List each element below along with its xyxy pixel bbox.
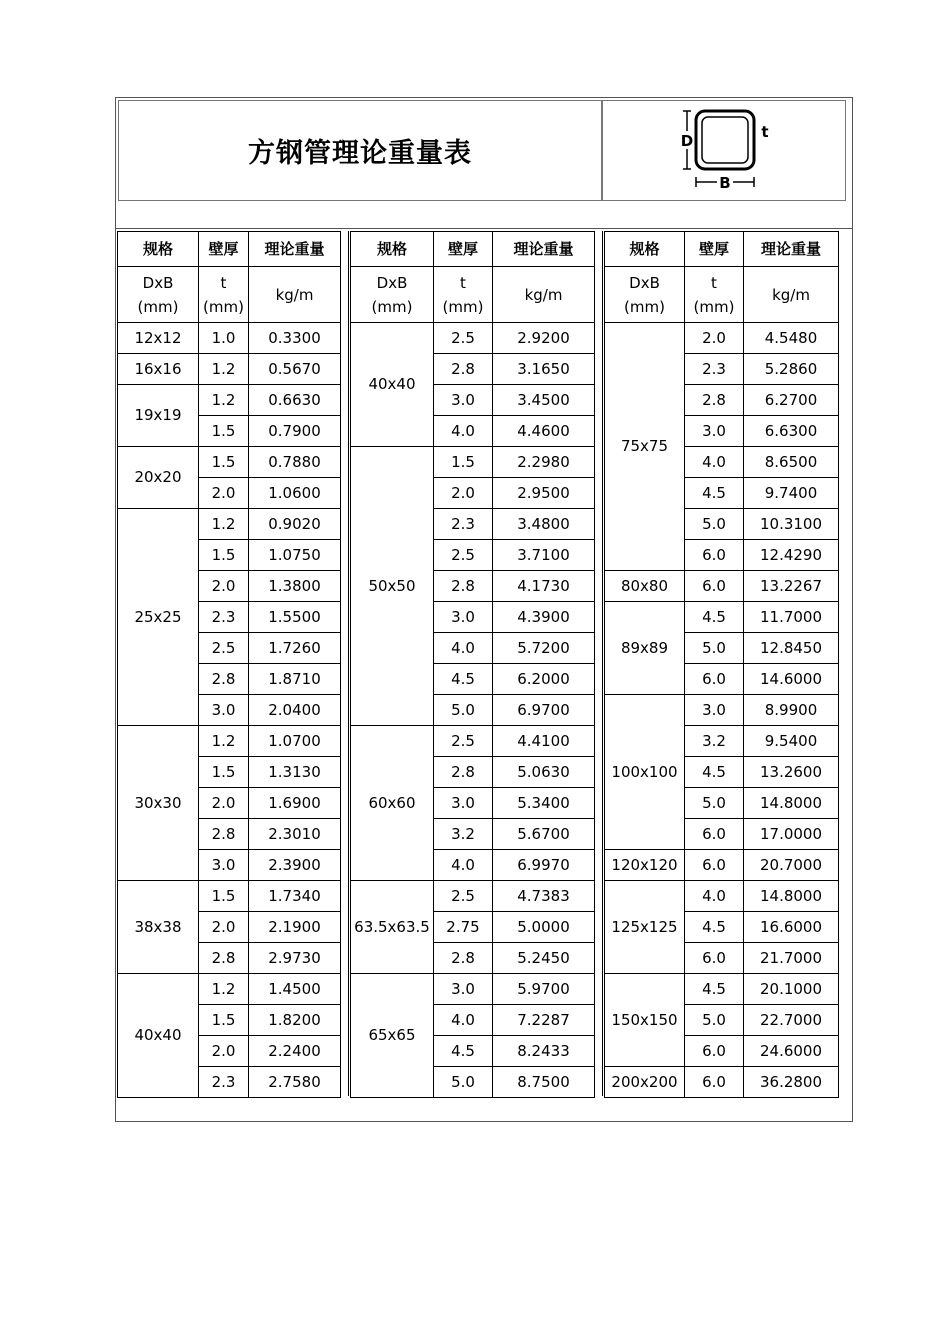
- wall-thickness-cell: 5.0: [685, 1005, 744, 1036]
- wall-thickness-cell: 2.8: [199, 943, 249, 974]
- units-row: [605, 267, 839, 323]
- wall-thickness-cell: 2.3: [199, 1067, 249, 1098]
- wall-thickness-cell: 2.0: [199, 788, 249, 819]
- table-row: [605, 881, 839, 912]
- weight-cell: 2.9200: [493, 323, 595, 354]
- wall-thickness-cell: 3.0: [434, 974, 493, 1005]
- header-spec: 规格: [605, 232, 685, 267]
- wall-thickness-cell: 3.0: [199, 850, 249, 881]
- wall-thickness-cell: 6.0: [685, 1067, 744, 1098]
- weight-cell: 6.2000: [493, 664, 595, 695]
- weight-cell: 5.2860: [744, 354, 839, 385]
- wall-thickness-cell: 1.5: [199, 881, 249, 912]
- weight-cell: 8.2433: [493, 1036, 595, 1067]
- unit-wall-bottom: (mm): [693, 297, 735, 316]
- wall-thickness-cell: 5.0: [685, 633, 744, 664]
- units-row: [118, 267, 341, 323]
- weight-cell: 12.4290: [744, 540, 839, 571]
- wall-thickness-cell: 2.8: [434, 757, 493, 788]
- unit-wall-bottom: (mm): [203, 297, 244, 316]
- wall-thickness-cell: 4.5: [685, 602, 744, 633]
- weight-cell: 2.0400: [249, 695, 341, 726]
- section-divider: [594, 231, 603, 1096]
- t-label: t: [761, 123, 769, 141]
- wall-thickness-cell: 1.5: [199, 1005, 249, 1036]
- table-row: [351, 323, 595, 354]
- wall-thickness-cell: 6.0: [685, 540, 744, 571]
- spec-cell: 20x20: [118, 447, 199, 509]
- weight-cell: 2.2980: [493, 447, 595, 478]
- table-row: [605, 602, 839, 633]
- weight-cell: 1.7260: [249, 633, 341, 664]
- weight-cell: 8.7500: [493, 1067, 595, 1098]
- wall-thickness-cell: 1.0: [199, 323, 249, 354]
- wall-thickness-cell: 4.0: [434, 633, 493, 664]
- wall-thickness-cell: 2.8: [434, 354, 493, 385]
- wall-thickness-cell: 6.0: [685, 943, 744, 974]
- wall-thickness-cell: 4.5: [685, 912, 744, 943]
- wall-thickness-cell: 4.5: [685, 478, 744, 509]
- unit-spec-top: DxB: [142, 273, 174, 292]
- spec-cell: 63.5x63.5: [351, 881, 434, 974]
- weight-cell: 3.4800: [493, 509, 595, 540]
- weight-cell: 5.0630: [493, 757, 595, 788]
- wall-thickness-cell: 5.0: [685, 509, 744, 540]
- spec-cell: 120x120: [605, 850, 685, 881]
- unit-spec-top: DxB: [629, 273, 660, 292]
- weight-cell: 2.9730: [249, 943, 341, 974]
- wall-thickness-cell: 3.0: [434, 385, 493, 416]
- wall-thickness-cell: 2.8: [434, 943, 493, 974]
- spec-cell: 80x80: [605, 571, 685, 602]
- unit-wall-bottom: (mm): [442, 297, 484, 316]
- weight-cell: 22.7000: [744, 1005, 839, 1036]
- unit-wall: [434, 267, 493, 323]
- table-row: [351, 447, 595, 478]
- spec-cell: 200x200: [605, 1067, 685, 1098]
- wall-thickness-cell: 4.5: [685, 757, 744, 788]
- square-tube-section-icon: [677, 107, 773, 193]
- weight-cell: 5.3400: [493, 788, 595, 819]
- wall-thickness-cell: 1.5: [199, 447, 249, 478]
- table-row: [605, 974, 839, 1005]
- wall-thickness-cell: 4.0: [434, 1005, 493, 1036]
- wall-thickness-cell: 4.5: [434, 664, 493, 695]
- table-row: [118, 726, 341, 757]
- wall-thickness-cell: 2.0: [434, 478, 493, 509]
- spec-cell: 38x38: [118, 881, 199, 974]
- weight-cell: 14.6000: [744, 664, 839, 695]
- table-row: [118, 447, 341, 478]
- weight-cell: 0.6630: [249, 385, 341, 416]
- spec-cell: 30x30: [118, 726, 199, 881]
- weight-cell: 5.9700: [493, 974, 595, 1005]
- spec-cell: 40x40: [351, 323, 434, 447]
- weight-cell: 4.5480: [744, 323, 839, 354]
- weight-cell: 8.6500: [744, 447, 839, 478]
- spec-cell: 40x40: [118, 974, 199, 1098]
- wall-thickness-cell: 3.0: [199, 695, 249, 726]
- weight-table-section-3: [604, 231, 839, 1098]
- unit-weight: kg/m: [249, 267, 341, 323]
- weight-cell: 13.2600: [744, 757, 839, 788]
- weight-cell: 12.8450: [744, 633, 839, 664]
- weight-cell: 1.5500: [249, 602, 341, 633]
- weight-cell: 9.7400: [744, 478, 839, 509]
- weight-table-section-2: [350, 231, 595, 1098]
- spec-cell: 89x89: [605, 602, 685, 695]
- weight-cell: 17.0000: [744, 819, 839, 850]
- wall-thickness-cell: 2.3: [199, 602, 249, 633]
- wall-thickness-cell: 6.0: [685, 1036, 744, 1067]
- b-label: B: [719, 174, 731, 192]
- weight-cell: 3.7100: [493, 540, 595, 571]
- header-wall-thickness: 壁厚: [434, 232, 493, 267]
- weight-cell: 36.2800: [744, 1067, 839, 1098]
- unit-wall-top: t: [220, 273, 227, 292]
- table-row: [605, 695, 839, 726]
- weight-cell: 7.2287: [493, 1005, 595, 1036]
- wall-thickness-cell: 6.0: [685, 664, 744, 695]
- unit-spec-bottom: (mm): [624, 297, 665, 316]
- wall-thickness-cell: 2.5: [199, 633, 249, 664]
- table-row: [118, 385, 341, 416]
- weight-cell: 5.6700: [493, 819, 595, 850]
- weight-cell: 14.8000: [744, 881, 839, 912]
- wall-thickness-cell: 2.5: [434, 323, 493, 354]
- weight-cell: 4.3900: [493, 602, 595, 633]
- unit-spec: [605, 267, 685, 323]
- weight-cell: 13.2267: [744, 571, 839, 602]
- weight-cell: 14.8000: [744, 788, 839, 819]
- weight-cell: 1.4500: [249, 974, 341, 1005]
- wall-thickness-cell: 1.2: [199, 354, 249, 385]
- weight-cell: 1.3130: [249, 757, 341, 788]
- weight-cell: 2.2400: [249, 1036, 341, 1067]
- weight-cell: 2.1900: [249, 912, 341, 943]
- unit-spec-bottom: (mm): [137, 297, 179, 316]
- wall-thickness-cell: 4.5: [685, 974, 744, 1005]
- weight-cell: 2.3900: [249, 850, 341, 881]
- wall-thickness-cell: 2.0: [199, 912, 249, 943]
- spec-cell: 25x25: [118, 509, 199, 726]
- table-row: [351, 881, 595, 912]
- weight-cell: 1.0700: [249, 726, 341, 757]
- table-row: [605, 323, 839, 354]
- wall-thickness-cell: 3.0: [434, 602, 493, 633]
- table-row: [605, 850, 839, 881]
- weight-cell: 1.8200: [249, 1005, 341, 1036]
- wall-thickness-cell: 2.3: [434, 509, 493, 540]
- table-row: [118, 509, 341, 540]
- wall-thickness-cell: 3.0: [685, 695, 744, 726]
- unit-weight: kg/m: [744, 267, 839, 323]
- wall-thickness-cell: 2.5: [434, 540, 493, 571]
- table-row: [351, 974, 595, 1005]
- wall-thickness-cell: 1.5: [199, 757, 249, 788]
- diagram-cell: [602, 100, 846, 201]
- weight-cell: 4.4600: [493, 416, 595, 447]
- wall-thickness-cell: 4.5: [434, 1036, 493, 1067]
- weight-cell: 8.9900: [744, 695, 839, 726]
- weight-table-section-1: [117, 231, 341, 1098]
- wall-thickness-cell: 3.0: [434, 788, 493, 819]
- wall-thickness-cell: 6.0: [685, 850, 744, 881]
- wall-thickness-cell: 3.2: [434, 819, 493, 850]
- wall-thickness-cell: 4.0: [434, 850, 493, 881]
- weight-cell: 2.7580: [249, 1067, 341, 1098]
- unit-spec-bottom: (mm): [371, 297, 413, 316]
- weight-cell: 20.7000: [744, 850, 839, 881]
- header-theoretical-weight: 理论重量: [249, 232, 341, 267]
- unit-spec: [351, 267, 434, 323]
- wall-thickness-cell: 5.0: [434, 695, 493, 726]
- wall-thickness-cell: 4.0: [685, 881, 744, 912]
- weight-cell: 5.2450: [493, 943, 595, 974]
- unit-wall: [199, 267, 249, 323]
- weight-cell: 11.7000: [744, 602, 839, 633]
- table-row: [118, 974, 341, 1005]
- weight-cell: 1.0750: [249, 540, 341, 571]
- weight-cell: 4.7383: [493, 881, 595, 912]
- weight-cell: 1.7340: [249, 881, 341, 912]
- header-theoretical-weight: 理论重量: [493, 232, 595, 267]
- page-title: 方钢管理论重量表: [248, 138, 472, 169]
- spacer-row: [116, 201, 852, 229]
- weight-cell: 0.5670: [249, 354, 341, 385]
- wall-thickness-cell: 2.0: [199, 571, 249, 602]
- units-row: [351, 267, 595, 323]
- unit-spec-top: DxB: [376, 273, 408, 292]
- spec-cell: 12x12: [118, 323, 199, 354]
- weight-cell: 2.9500: [493, 478, 595, 509]
- spec-cell: 50x50: [351, 447, 434, 726]
- table-row: [605, 571, 839, 602]
- wall-thickness-cell: 2.75: [434, 912, 493, 943]
- weight-cell: 20.1000: [744, 974, 839, 1005]
- wall-thickness-cell: 4.0: [685, 447, 744, 478]
- table-row: [118, 323, 341, 354]
- weight-cell: 5.0000: [493, 912, 595, 943]
- wall-thickness-cell: 1.5: [199, 540, 249, 571]
- wall-thickness-cell: 1.2: [199, 726, 249, 757]
- spec-cell: 60x60: [351, 726, 434, 881]
- wall-thickness-cell: 1.5: [199, 416, 249, 447]
- weight-cell: 2.3010: [249, 819, 341, 850]
- header-wall-thickness: 壁厚: [685, 232, 744, 267]
- weight-cell: 4.4100: [493, 726, 595, 757]
- weight-cell: 16.6000: [744, 912, 839, 943]
- weight-cell: 1.0600: [249, 478, 341, 509]
- section-divider: [340, 231, 349, 1096]
- weight-cell: 1.6900: [249, 788, 341, 819]
- wall-thickness-cell: 1.2: [199, 509, 249, 540]
- unit-wall-top: t: [460, 273, 466, 292]
- weight-cell: 6.6300: [744, 416, 839, 447]
- weight-cell: 0.3300: [249, 323, 341, 354]
- weight-cell: 24.6000: [744, 1036, 839, 1067]
- wall-thickness-cell: 6.0: [685, 571, 744, 602]
- weight-cell: 3.1650: [493, 354, 595, 385]
- wall-thickness-cell: 2.5: [434, 881, 493, 912]
- unit-wall-top: t: [711, 273, 717, 292]
- weight-cell: 4.1730: [493, 571, 595, 602]
- d-label: D: [680, 132, 694, 150]
- spec-cell: 19x19: [118, 385, 199, 447]
- spec-cell: 75x75: [605, 323, 685, 571]
- weight-cell: 9.5400: [744, 726, 839, 757]
- spec-cell: 100x100: [605, 695, 685, 850]
- wall-thickness-cell: 4.0: [434, 416, 493, 447]
- weight-cell: 0.7880: [249, 447, 341, 478]
- spec-cell: 150x150: [605, 974, 685, 1067]
- wall-thickness-cell: 2.8: [199, 819, 249, 850]
- weight-cell: 0.9020: [249, 509, 341, 540]
- wall-thickness-cell: 1.5: [434, 447, 493, 478]
- weight-cell: 6.2700: [744, 385, 839, 416]
- wall-thickness-cell: 2.3: [685, 354, 744, 385]
- wall-thickness-cell: 3.2: [685, 726, 744, 757]
- weight-cell: 1.8710: [249, 664, 341, 695]
- header-wall-thickness: 壁厚: [199, 232, 249, 267]
- header-theoretical-weight: 理论重量: [744, 232, 839, 267]
- wall-thickness-cell: 2.8: [434, 571, 493, 602]
- header-spec: 规格: [118, 232, 199, 267]
- wall-thickness-cell: 3.0: [685, 416, 744, 447]
- unit-wall: [685, 267, 744, 323]
- spec-cell: 65x65: [351, 974, 434, 1098]
- wall-thickness-cell: 2.8: [199, 664, 249, 695]
- weight-cell: 5.7200: [493, 633, 595, 664]
- wall-thickness-cell: 2.0: [199, 1036, 249, 1067]
- weight-cell: 1.3800: [249, 571, 341, 602]
- header-spec: 规格: [351, 232, 434, 267]
- wall-thickness-cell: 2.8: [685, 385, 744, 416]
- wall-thickness-cell: 2.5: [434, 726, 493, 757]
- wall-thickness-cell: 1.2: [199, 385, 249, 416]
- weight-cell: 10.3100: [744, 509, 839, 540]
- title-cell: [118, 100, 602, 201]
- table-row: [118, 354, 341, 385]
- header-row: [351, 232, 595, 267]
- unit-weight: kg/m: [493, 267, 595, 323]
- weight-cell: 3.4500: [493, 385, 595, 416]
- weight-cell: 0.7900: [249, 416, 341, 447]
- table-row: [118, 881, 341, 912]
- spec-cell: 16x16: [118, 354, 199, 385]
- table-row: [605, 1067, 839, 1098]
- wall-thickness-cell: 1.2: [199, 974, 249, 1005]
- spec-cell: 125x125: [605, 881, 685, 974]
- weight-cell: 21.7000: [744, 943, 839, 974]
- unit-spec: [118, 267, 199, 323]
- wall-thickness-cell: 5.0: [685, 788, 744, 819]
- wall-thickness-cell: 2.0: [199, 478, 249, 509]
- weight-cell: 6.9970: [493, 850, 595, 881]
- wall-thickness-cell: 5.0: [434, 1067, 493, 1098]
- wall-thickness-cell: 6.0: [685, 819, 744, 850]
- wall-thickness-cell: 2.0: [685, 323, 744, 354]
- weight-cell: 6.9700: [493, 695, 595, 726]
- header-row: [605, 232, 839, 267]
- header-row: [118, 232, 341, 267]
- table-row: [351, 726, 595, 757]
